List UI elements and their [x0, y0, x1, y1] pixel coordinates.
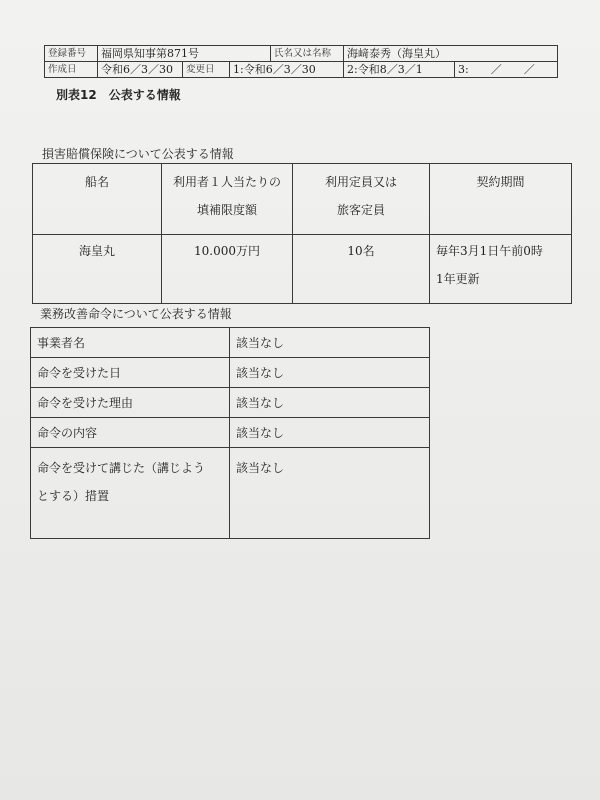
order-row [31, 328, 430, 358]
order-label: 命令を受けた日 [31, 358, 230, 388]
order-row [31, 448, 430, 539]
header-contract-period: 契約期間 [430, 164, 572, 235]
changed-date-label: 変更日 [183, 62, 230, 78]
order-row [31, 388, 430, 418]
order-label: 命令の内容 [31, 418, 230, 448]
coverage-limit-cell: 10.000万円 [162, 235, 293, 304]
order-value: 該当なし [230, 418, 430, 448]
registration-number-label: 登録番号 [45, 46, 98, 62]
header-capacity: 利用定員又は 旅客定員 [293, 164, 430, 235]
insurance-header-row [33, 164, 572, 235]
capacity-cell: 10名 [293, 235, 430, 304]
order-row [31, 418, 430, 448]
name-value: 海﨑泰秀（海皇丸） [344, 46, 558, 62]
order-value: 該当なし [230, 358, 430, 388]
registration-number-value: 福岡県知事第871号 [98, 46, 271, 62]
registration-info-table [44, 45, 558, 78]
order-value: 該当なし [230, 388, 430, 418]
insurance-section-title: 損害賠償保険について公表する情報 [42, 147, 234, 161]
change-date-3: 3: ／ ／ [455, 62, 558, 78]
name-label: 氏名又は名称 [271, 46, 344, 62]
order-label: 事業者名 [31, 328, 230, 358]
order-value: 該当なし [230, 328, 430, 358]
change-date-2: 2:令和8／3／1 [344, 62, 455, 78]
header-ship-name: 船名 [33, 164, 162, 235]
created-date-value: 令和6／3／30 [98, 62, 183, 78]
created-date-label: 作成日 [45, 62, 98, 78]
order-label: 命令を受けた理由 [31, 388, 230, 418]
order-section-title: 業務改善命令について公表する情報 [40, 307, 232, 321]
change-date-1: 1:令和6／3／30 [230, 62, 344, 78]
order-label: 命令を受けて講じた（講じよう とする）措置 [31, 448, 230, 539]
contract-period-cell: 毎年3月1日午前0時 1年更新 [430, 235, 572, 304]
registration-row [45, 46, 558, 62]
dates-row [45, 62, 558, 78]
insurance-data-row [33, 235, 572, 304]
insurance-table [32, 163, 572, 304]
order-value: 該当なし [230, 448, 430, 539]
header-coverage-limit: 利用者１人当たりの 填補限度額 [162, 164, 293, 235]
order-row [31, 358, 430, 388]
appendix-title: 別表12 公表する情報 [56, 88, 181, 102]
order-table [30, 327, 430, 539]
ship-name-cell: 海皇丸 [33, 235, 162, 304]
